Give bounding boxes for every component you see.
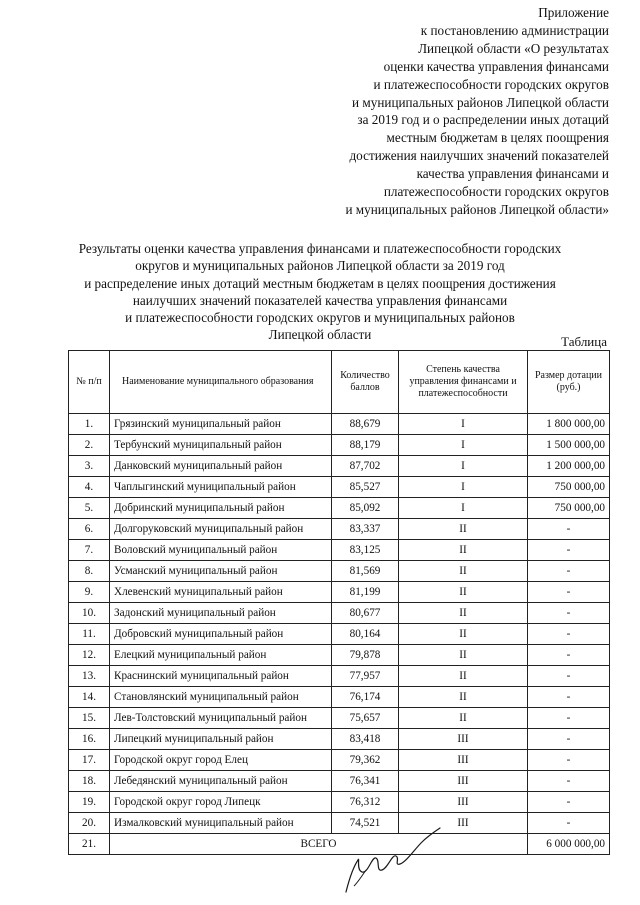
row-grade: I <box>399 414 528 435</box>
table-body <box>69 414 610 834</box>
row-name: Лебедянский муниципальный район <box>110 771 332 792</box>
row-score: 85,527 <box>332 477 399 498</box>
row-grade: II <box>399 666 528 687</box>
row-name: Добровский муниципальный район <box>110 624 332 645</box>
row-score: 74,521 <box>332 813 399 834</box>
row-amount: - <box>528 666 610 687</box>
row-num: 8. <box>69 561 110 582</box>
row-grade: II <box>399 603 528 624</box>
row-name: Лев-Толстовский муниципальный район <box>110 708 332 729</box>
row-score: 76,312 <box>332 792 399 813</box>
row-num: 11. <box>69 624 110 645</box>
row-name: Задонский муниципальный район <box>110 603 332 624</box>
row-grade: III <box>399 792 528 813</box>
table-row <box>69 708 610 729</box>
row-name: Тербунский муниципальный район <box>110 435 332 456</box>
appendix-block <box>189 4 609 219</box>
header-grade: Степень качества управления финансами и платежеспособности <box>399 351 528 414</box>
row-score: 81,199 <box>332 582 399 603</box>
table-header-row <box>69 351 610 414</box>
row-amount: - <box>528 624 610 645</box>
total-label: ВСЕГО <box>110 834 528 855</box>
title-line: и платежеспособности городских округов и муниципальных районов <box>125 310 515 326</box>
row-amount: - <box>528 708 610 729</box>
appendix-line: Приложение <box>538 5 609 20</box>
row-amount: 750 000,00 <box>528 498 610 519</box>
row-grade: III <box>399 771 528 792</box>
row-num: 9. <box>69 582 110 603</box>
row-grade: I <box>399 498 528 519</box>
title-line: Результаты оценки качества управления финансами и платежеспособности городских <box>78 241 562 256</box>
table-row <box>69 414 610 435</box>
row-name: Усманский муниципальный район <box>110 561 332 582</box>
appendix-line: оценки качества управления финансами <box>383 58 609 74</box>
row-name: Данковский муниципальный район <box>110 456 332 477</box>
row-name: Елецкий муниципальный район <box>110 645 332 666</box>
row-score: 83,337 <box>332 519 399 540</box>
row-num: 7. <box>69 540 110 561</box>
row-amount: 1 200 000,00 <box>528 456 610 477</box>
title-line: наилучших значений показателей качества управления финансами <box>132 292 508 308</box>
row-name: Чаплыгинский муниципальный район <box>110 477 332 498</box>
row-score: 75,657 <box>332 708 399 729</box>
appendix-line: Липецкой области «О результатах <box>418 40 609 56</box>
row-score: 76,174 <box>332 687 399 708</box>
table-row <box>69 750 610 771</box>
table-row <box>69 666 610 687</box>
table-row <box>69 792 610 813</box>
row-num: 2. <box>69 435 110 456</box>
row-amount: - <box>528 813 610 834</box>
row-score: 77,957 <box>332 666 399 687</box>
row-amount: - <box>528 540 610 561</box>
row-score: 81,569 <box>332 561 399 582</box>
row-num: 18. <box>69 771 110 792</box>
row-score: 88,679 <box>332 414 399 435</box>
header-num: № п/п <box>69 351 110 414</box>
row-amount: - <box>528 561 610 582</box>
row-num: 17. <box>69 750 110 771</box>
document-title <box>40 240 600 344</box>
row-num: 12. <box>69 645 110 666</box>
row-name: Добринский муниципальный район <box>110 498 332 519</box>
appendix-line: за 2019 год и о распределении иных дотаций <box>357 112 609 128</box>
row-amount: - <box>528 582 610 603</box>
table-caption: Таблица <box>561 334 607 349</box>
row-num: 10. <box>69 603 110 624</box>
table-row <box>69 477 610 498</box>
row-num: 6. <box>69 519 110 540</box>
row-grade: II <box>399 540 528 561</box>
row-amount: - <box>528 729 610 750</box>
table-row <box>69 645 610 666</box>
row-score: 79,362 <box>332 750 399 771</box>
title-line: Липецкой области <box>268 327 372 343</box>
table-row <box>69 519 610 540</box>
row-amount: 1 500 000,00 <box>528 435 610 456</box>
row-grade: II <box>399 645 528 666</box>
header-name: Наименование муниципального образования <box>110 351 332 414</box>
appendix-line: и муниципальных районов Липецкой области» <box>345 201 609 217</box>
appendix-line: местным бюджетам в целях поощрения <box>386 130 609 146</box>
row-name: Краснинский муниципальный район <box>110 666 332 687</box>
row-score: 83,418 <box>332 729 399 750</box>
row-num: 1. <box>69 414 110 435</box>
row-score: 80,677 <box>332 603 399 624</box>
row-num: 15. <box>69 708 110 729</box>
table-row <box>69 561 610 582</box>
row-amount: - <box>528 771 610 792</box>
appendix-line: и муниципальных районов Липецкой области <box>352 94 609 110</box>
header-amount: Размер дотации (руб.) <box>528 351 610 414</box>
appendix-line: платежеспособности городских округов <box>383 184 609 200</box>
row-name: Грязинский муниципальный район <box>110 414 332 435</box>
table-row <box>69 498 610 519</box>
row-name: Долгоруковский муниципальный район <box>110 519 332 540</box>
row-score: 87,702 <box>332 456 399 477</box>
row-num: 4. <box>69 477 110 498</box>
table-row <box>69 603 610 624</box>
row-score: 88,179 <box>332 435 399 456</box>
row-num: 5. <box>69 498 110 519</box>
appendix-line: достижения наилучших значений показателей <box>349 148 609 164</box>
row-name: Городской округ город Липецк <box>110 792 332 813</box>
row-grade: II <box>399 519 528 540</box>
row-amount: - <box>528 603 610 624</box>
row-name: Воловский муниципальный район <box>110 540 332 561</box>
row-num: 13. <box>69 666 110 687</box>
row-grade: I <box>399 477 528 498</box>
table-row <box>69 687 610 708</box>
table-row <box>69 582 610 603</box>
row-score: 85,092 <box>332 498 399 519</box>
appendix-line: и платежеспособности городских округов <box>373 76 609 92</box>
appendix-line: качества управления финансами и <box>416 166 609 182</box>
total-amount: 6 000 000,00 <box>528 834 610 855</box>
row-grade: III <box>399 750 528 771</box>
handwritten-signature <box>336 826 446 896</box>
row-num: 14. <box>69 687 110 708</box>
table-row <box>69 540 610 561</box>
row-amount: 1 800 000,00 <box>528 414 610 435</box>
row-score: 76,341 <box>332 771 399 792</box>
row-grade: I <box>399 435 528 456</box>
table-row <box>69 624 610 645</box>
row-grade: II <box>399 687 528 708</box>
row-name: Липецкий муниципальный район <box>110 729 332 750</box>
row-grade: III <box>399 813 528 834</box>
row-grade: II <box>399 561 528 582</box>
row-num: 20. <box>69 813 110 834</box>
row-amount: 750 000,00 <box>528 477 610 498</box>
total-num: 21. <box>69 834 110 855</box>
row-amount: - <box>528 645 610 666</box>
title-line: округов и муниципальных районов Липецкой области за 2019 год <box>135 258 505 274</box>
row-amount: - <box>528 750 610 771</box>
row-score: 83,125 <box>332 540 399 561</box>
row-grade: II <box>399 582 528 603</box>
row-num: 3. <box>69 456 110 477</box>
row-grade: II <box>399 708 528 729</box>
row-num: 16. <box>69 729 110 750</box>
row-name: Хлевенский муниципальный район <box>110 582 332 603</box>
table-row <box>69 729 610 750</box>
row-grade: I <box>399 456 528 477</box>
table-row <box>69 456 610 477</box>
row-amount: - <box>528 792 610 813</box>
appendix-line: к постановлению администрации <box>420 22 609 38</box>
row-amount: - <box>528 519 610 540</box>
row-grade: II <box>399 624 528 645</box>
table-row <box>69 771 610 792</box>
results-table <box>68 350 610 855</box>
header-score: Количество баллов <box>332 351 399 414</box>
row-name: Городской округ город Елец <box>110 750 332 771</box>
table-row <box>69 435 610 456</box>
row-amount: - <box>528 687 610 708</box>
title-line: и распределение иных дотаций местным бюджетам в целях поощрения достижения <box>84 275 556 291</box>
row-name: Становлянский муниципальный район <box>110 687 332 708</box>
row-grade: III <box>399 729 528 750</box>
row-name: Измалковский муниципальный район <box>110 813 332 834</box>
row-score: 80,164 <box>332 624 399 645</box>
row-num: 19. <box>69 792 110 813</box>
row-score: 79,878 <box>332 645 399 666</box>
